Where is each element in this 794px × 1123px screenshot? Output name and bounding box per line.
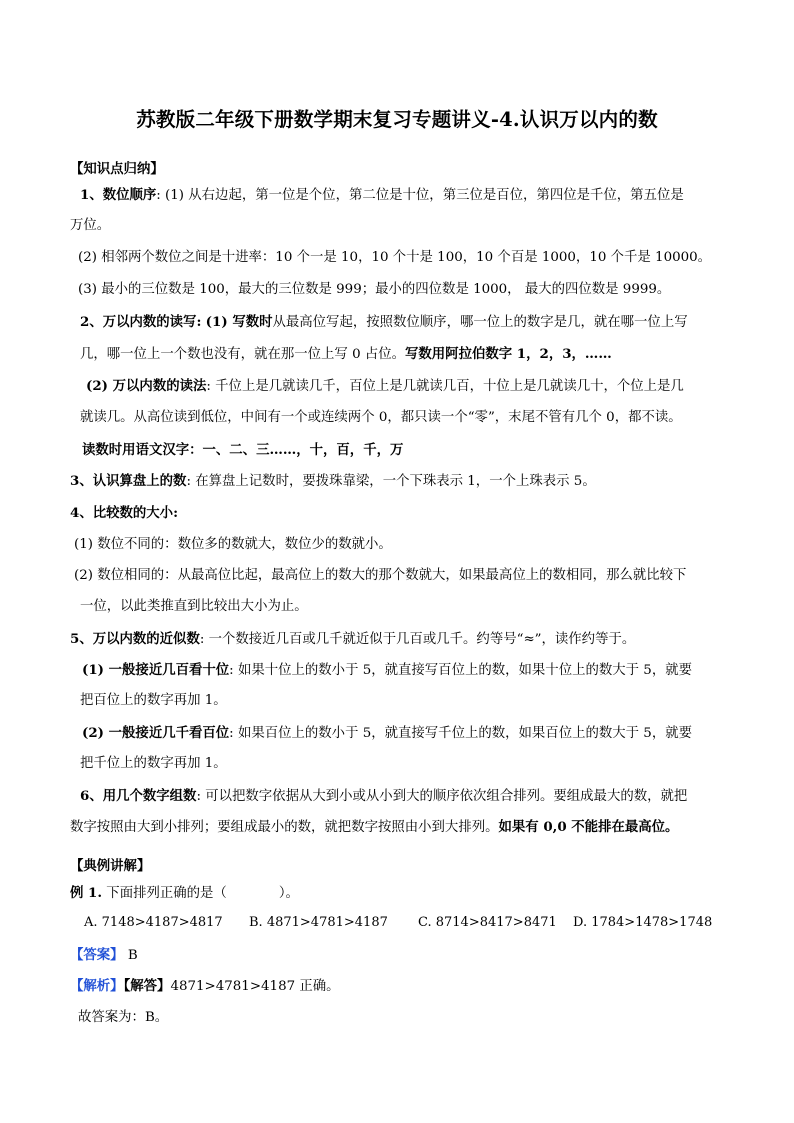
section-2-label: 2、万以内数的读写: [80, 314, 197, 330]
analysis-text: 4871>4781>4187 正确。: [170, 979, 340, 994]
knowledge-header: 【知识点归纳】: [70, 161, 164, 177]
section-1-text: : (1) 从右边起，第一位是个位，第二位是十位，第三位是百位，第四位是千位，第五位是: [156, 188, 684, 203]
section-4-point-1: (1) 数位不同的：数位多的数就大，数位少的数就小。: [74, 537, 392, 552]
section-4-line: 4、比较数的大小:: [70, 505, 179, 521]
section-1-line-2: 万位。: [70, 218, 111, 233]
conclusion: 故答案为：B。: [78, 1010, 169, 1025]
section-1-point-2: (2) 相邻两个数位之间是十进率：10 个一是 10，10 个十是 100，10 个百是 1000，10 个千是 10000。: [78, 250, 712, 265]
answer-tag: 【答案】: [70, 947, 124, 963]
section-2-text-1: 从最高位写起，按照数位顺序，哪一位上的数字是几，就在哪一位上写: [272, 315, 688, 330]
analysis-line: [70, 977, 340, 996]
section-1-line-1: [80, 186, 684, 205]
section-2-writing-digits: 写数用阿拉伯数字 1，2，3，……: [405, 346, 612, 362]
section-4-label: 4、比较数的大小: [70, 505, 174, 521]
answer-line: [70, 946, 138, 965]
section-5-sub-2b: 把千位上的数字再加 1。: [80, 756, 227, 771]
section-2-sub-1: (1) 写数时: [205, 314, 273, 330]
section-6-label: 6、用几个数字组数: [80, 788, 197, 804]
solution-tag: 【解答】: [123, 978, 171, 994]
section-2-line-2: 几，哪一位上一个数也没有，就在那一位上写 0 占位。写数用阿拉伯数字 1，2，3，……: [80, 346, 612, 362]
example-1-label: 例 1.: [70, 885, 103, 901]
answer-value: B: [123, 948, 138, 963]
section-5-sub-2-line: (2) 一般接近几千看百位: 如果百位上的数小于 5，就直接写千位上的数，如果百位上的数大于 5，就要: [82, 725, 692, 741]
section-5-sub-2: (2) 一般接近几千看百位: [82, 725, 230, 741]
section-2-line-1: 2、万以内数的读写: (1) 写数时从最高位写起，按照数位顺序，哪一位上的数字是几，就在哪一位上写: [80, 314, 688, 330]
section-2-reading-chars: 读数时用语文汉字：一、二、三……，十，百，千，万: [82, 442, 404, 458]
section-4-point-2: (2) 数位相同的：从最高位比起，最高位上的数大的那个数就大，如果最高位上的数相同，那么就比较下: [74, 568, 687, 583]
option-c: C. 8714>8417>8471: [418, 915, 557, 930]
section-5-sub-1: (1) 一般接近几百看十位: [82, 662, 230, 678]
section-1-point-3: (3) 最小的三位数是 100，最大的三位数是 999；最小的四位数是 1000， 最大的四位数是 9999。: [78, 282, 671, 297]
section-3-label: 3、认识算盘上的数: [70, 473, 187, 489]
page-title: 苏教版二年级下册数学期末复习专题讲义-4.认识万以内的数: [136, 108, 658, 131]
section-2-sub-2: (2) 万以内数的读法: [86, 378, 207, 394]
section-5-sub-1b: 把百位上的数字再加 1。: [80, 693, 227, 708]
analysis-tag: 【解析】: [70, 978, 124, 994]
example-1-question: 例 1. 下面排列正确的是（ ）。: [70, 885, 299, 901]
option-b: B. 4871>4781>4187: [249, 915, 388, 930]
section-5-sub-1-line: (1) 一般接近几百看十位: 如果十位上的数小于 5，就直接写百位上的数，如果十位上的数大于 5，就要: [82, 662, 692, 678]
section-2-line-3: (2) 万以内数的读法: 千位上是几就读几千，百位上是几就读几百，十位上是几就读几十，个位上是几: [86, 378, 684, 394]
examples-header: 【典例讲解】: [70, 858, 151, 874]
section-6-zero-rule: 如果有 0,0 不能排在最高位。: [498, 819, 679, 835]
section-6-line: 6、用几个数字组数: 可以把数字依据从大到小或从小到大的顺序依次组合排列。要组成最大的数，就把: [80, 788, 688, 804]
section-6-line-2: 数字按照由大到小排列；要组成最小的数，就把数字按照由小到大排列。如果有 0,0 不能排在最高位。: [70, 819, 679, 835]
section-5-label: 5、万以内数的近似数: [70, 631, 200, 647]
section-4-point-2b: 一位，以此类推直到比较出大小为止。: [80, 599, 308, 614]
section-2-line-4: 就读几。从高位读到低位，中间有一个或连续两个 0，都只读一个“零”，末尾不管有几个 0，都不读。: [80, 410, 682, 425]
section-5-line: 5、万以内数的近似数: 一个数接近几百或几千就近似于几百或几千。约等号“≈”，读作约等于。: [70, 631, 636, 647]
section-3-line: 3、认识算盘上的数: 在算盘上记数时，要拨珠靠梁，一个下珠表示 1，一个上珠表示 5。: [70, 473, 596, 489]
option-d: D. 1784>1478>1748: [573, 915, 713, 930]
option-a: A. 7148>4187>4817: [84, 915, 223, 930]
section-1-label: 1、数位顺序: [80, 187, 157, 203]
